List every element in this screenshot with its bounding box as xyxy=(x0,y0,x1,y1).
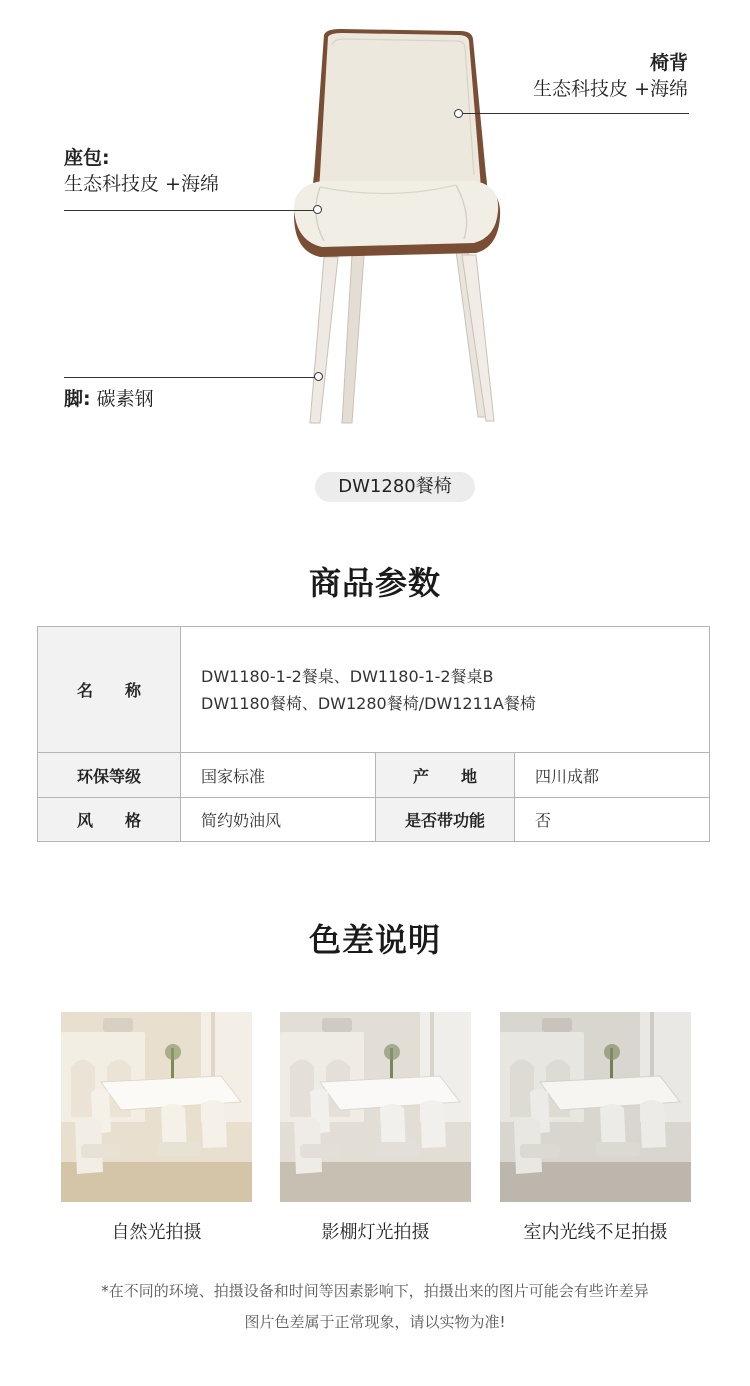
backrest-callout xyxy=(533,50,688,102)
photo-natural-light xyxy=(61,1012,252,1202)
seat-callout xyxy=(64,145,219,197)
caption-natural-light: 自然光拍摄 xyxy=(111,1222,202,1243)
name-value-line1: DW1180-1-2餐桌、DW1180-1-2餐桌B xyxy=(201,666,494,686)
caption-low-light: 室内光线不足拍摄 xyxy=(523,1222,668,1243)
spec-table xyxy=(37,626,710,842)
seat-leader-line xyxy=(64,210,316,211)
dining-room-photo-low-light xyxy=(500,1012,691,1202)
name-label: 名 称 xyxy=(37,626,181,753)
legs-marker xyxy=(314,372,323,381)
photo-studio-light xyxy=(280,1012,471,1202)
origin-value: 四川成都 xyxy=(514,752,710,798)
model-badge: DW1280餐椅 xyxy=(315,472,475,502)
function-value: 否 xyxy=(514,797,710,842)
name-value-line2: DW1180餐椅、DW1280餐椅/DW1211A餐椅 xyxy=(201,693,536,713)
name-value xyxy=(180,626,710,753)
chair-illustration xyxy=(280,25,510,425)
legs-material: 碳素钢 xyxy=(96,388,154,410)
disclaimer-line2: 图片色差属于正常现象，请以实物为准! xyxy=(244,1313,506,1331)
seat-title: 座包: xyxy=(64,147,110,169)
seat-marker xyxy=(313,205,322,214)
backrest-marker xyxy=(454,109,463,118)
style-label: 风 格 xyxy=(37,797,181,842)
dining-room-photo-studio xyxy=(280,1012,471,1202)
function-label: 是否带功能 xyxy=(375,797,515,842)
chair-drawing xyxy=(280,25,510,425)
dining-room-photo-natural xyxy=(61,1012,252,1202)
eco-value: 国家标准 xyxy=(180,752,376,798)
legs-leader-line xyxy=(64,377,316,378)
backrest-leader-line xyxy=(462,113,689,114)
eco-label: 环保等级 xyxy=(37,752,181,798)
backrest-material: 生态科技皮 +海绵 xyxy=(533,78,688,100)
seat-material: 生态科技皮 +海绵 xyxy=(64,173,219,195)
legs-title: 脚: xyxy=(64,388,91,410)
origin-label: 产 地 xyxy=(375,752,515,798)
caption-studio-light: 影棚灯光拍摄 xyxy=(321,1222,430,1243)
color-note-title: 色差说明 xyxy=(308,921,441,959)
disclaimer-line1: *在不同的环境、拍摄设备和时间等因素影响下，拍摄出来的图片可能会有些许差异 xyxy=(101,1282,649,1300)
backrest-title: 椅背 xyxy=(649,52,688,74)
legs-callout xyxy=(64,386,154,412)
specs-title: 商品参数 xyxy=(308,564,441,602)
photo-low-light xyxy=(500,1012,691,1202)
style-value: 简约奶油风 xyxy=(180,797,376,842)
